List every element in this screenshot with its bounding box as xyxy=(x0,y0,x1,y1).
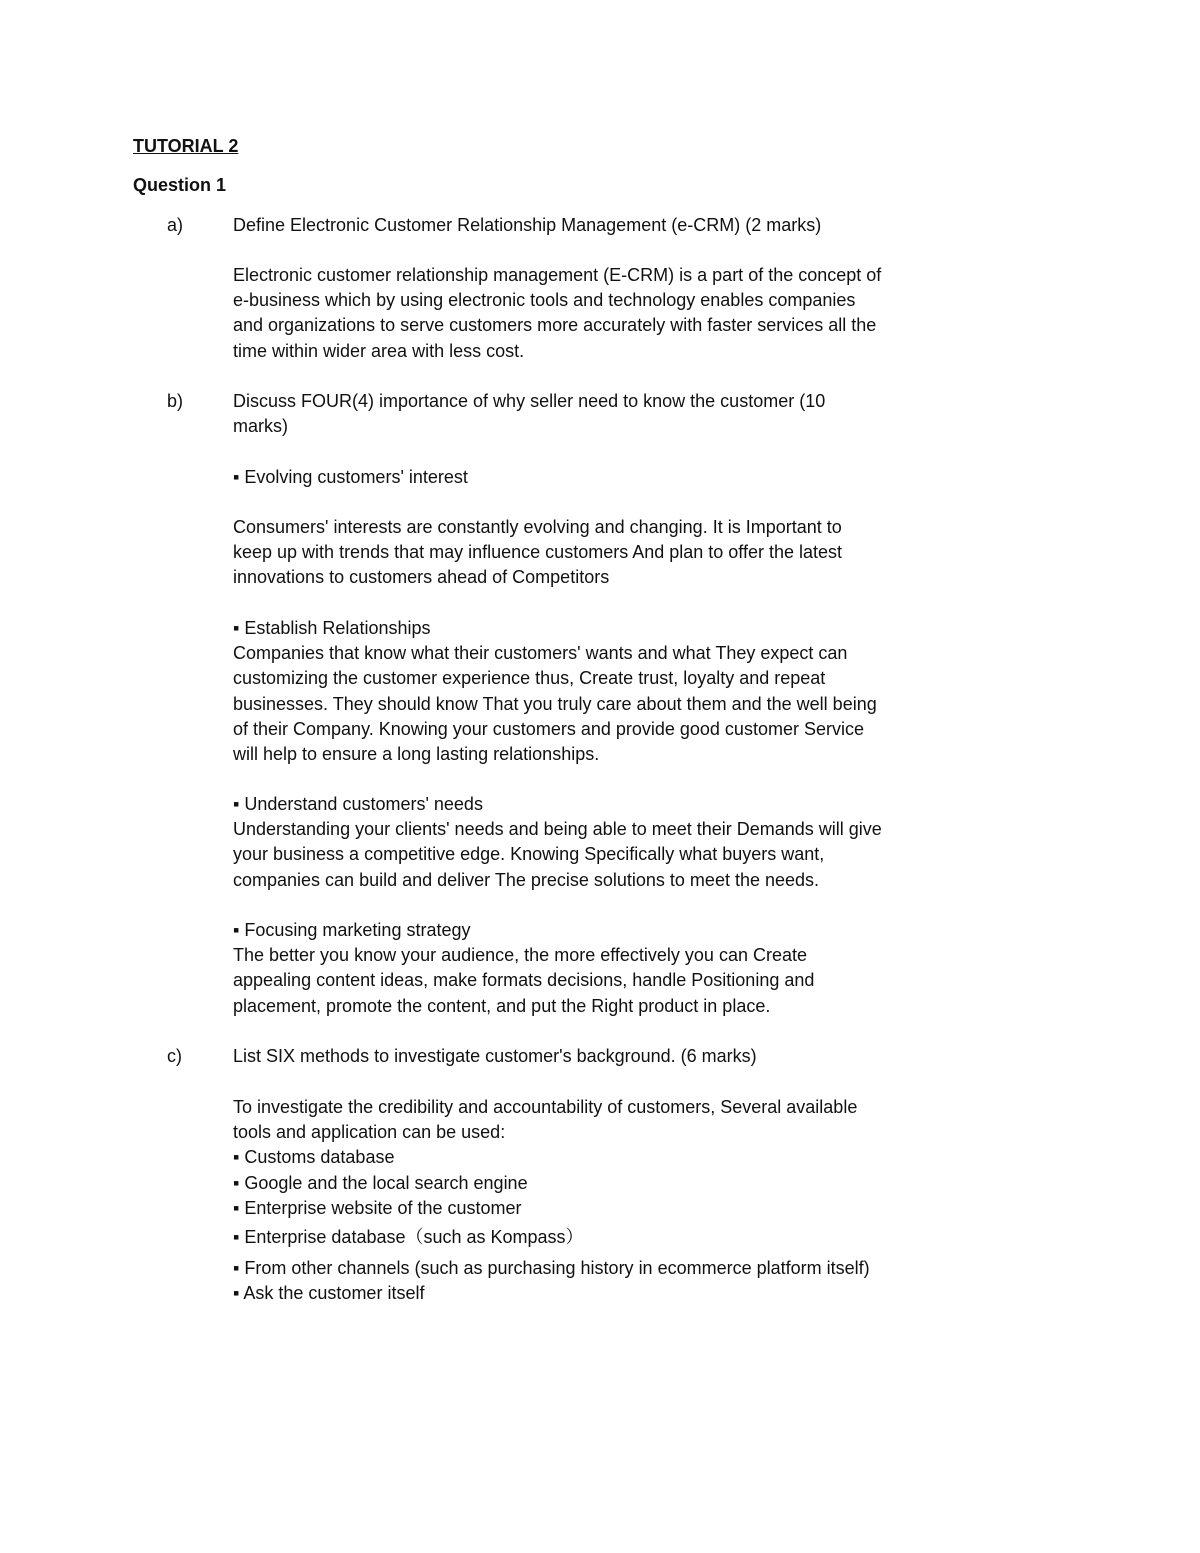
point-line: Consumers' interests are constantly evolving and changing. It is Important to xyxy=(233,517,842,537)
list-item: ▪ Google and the local search engine xyxy=(233,1172,528,1193)
point-line: Companies that know what their customers' wants and what They expect can xyxy=(233,643,848,664)
point-line: Understanding your clients' needs and being able to meet their Demands will give xyxy=(233,819,882,840)
question-heading: Question 1 xyxy=(133,175,227,195)
point-heading: ▪ Establish Relationships xyxy=(233,618,431,638)
point-line: will help to ensure a long lasting relationships. xyxy=(233,744,600,765)
point-line: businesses. They should know That you truly care about them and the well being xyxy=(233,693,877,714)
part-a-answer xyxy=(233,263,993,364)
point-line: of their Company. Knowing your customers and provide good customer Service xyxy=(233,718,864,739)
part-b-label: b) xyxy=(167,391,184,411)
point-evolving-interest xyxy=(233,465,993,490)
point-line: appealing content ideas, make formats decisions, handle Positioning and xyxy=(233,970,815,991)
answer-line: time within wider area with less cost. xyxy=(233,340,525,361)
question-line: marks) xyxy=(233,416,288,437)
point-line: companies can build and deliver The precise solutions to meet the needs. xyxy=(233,869,820,890)
part-a-label: a) xyxy=(167,215,184,235)
point-line: customizing the customer experience thus, Create trust, loyalty and repeat xyxy=(233,668,826,689)
list-item: ▪ Enterprise website of the customer xyxy=(233,1197,522,1218)
list-item: ▪ From other channels (such as purchasing history in ecommerce platform itself) xyxy=(233,1258,870,1279)
part-b-question xyxy=(233,389,993,439)
point-evolving-interest-text xyxy=(233,515,993,591)
question-line: Define Electronic Customer Relationship Management (e-CRM) (2 marks) xyxy=(233,215,822,235)
question-line: List SIX methods to investigate customer's background. (6 marks) xyxy=(233,1046,757,1066)
point-line: The better you know your audience, the more effectively you can Create xyxy=(233,945,807,966)
point-heading: ▪ Understand customers' needs xyxy=(233,794,483,814)
point-line: your business a competitive edge. Knowing Specifically what buyers want, xyxy=(233,844,825,865)
point-understand-needs xyxy=(233,792,993,893)
document-title: TUTORIAL 2 xyxy=(133,136,239,156)
question-line: Discuss FOUR(4) importance of why seller need to know the customer (10 xyxy=(233,391,826,411)
answer-line: and organizations to serve customers more accurately with faster services all the xyxy=(233,315,877,336)
point-line: placement, promote the content, and put the Right product in place. xyxy=(233,995,771,1016)
point-establish-relationships xyxy=(233,616,993,767)
part-c-answer xyxy=(233,1095,993,1307)
intro-line: To investigate the credibility and accountability of customers, Several available xyxy=(233,1097,858,1117)
list-item: ▪ Enterprise database（such as Kompass） xyxy=(233,1227,584,1248)
point-line: innovations to customers ahead of Competitors xyxy=(233,567,610,588)
part-c-label: c) xyxy=(167,1046,182,1066)
answer-line: e-business which by using electronic tools and technology enables companies xyxy=(233,290,856,311)
answer-line: Electronic customer relationship management (E-CRM) is a part of the concept of xyxy=(233,265,882,285)
part-a-question xyxy=(233,213,993,238)
intro-line: tools and application can be used: xyxy=(233,1122,506,1143)
point-heading: ▪ Evolving customers' interest xyxy=(233,467,468,487)
point-focusing-marketing xyxy=(233,918,993,1019)
part-c-question xyxy=(233,1044,993,1069)
list-item: ▪ Ask the customer itself xyxy=(233,1283,425,1304)
point-heading: ▪ Focusing marketing strategy xyxy=(233,920,471,940)
point-line: keep up with trends that may influence customers And plan to offer the latest xyxy=(233,542,843,563)
list-item: ▪ Customs database xyxy=(233,1147,395,1168)
